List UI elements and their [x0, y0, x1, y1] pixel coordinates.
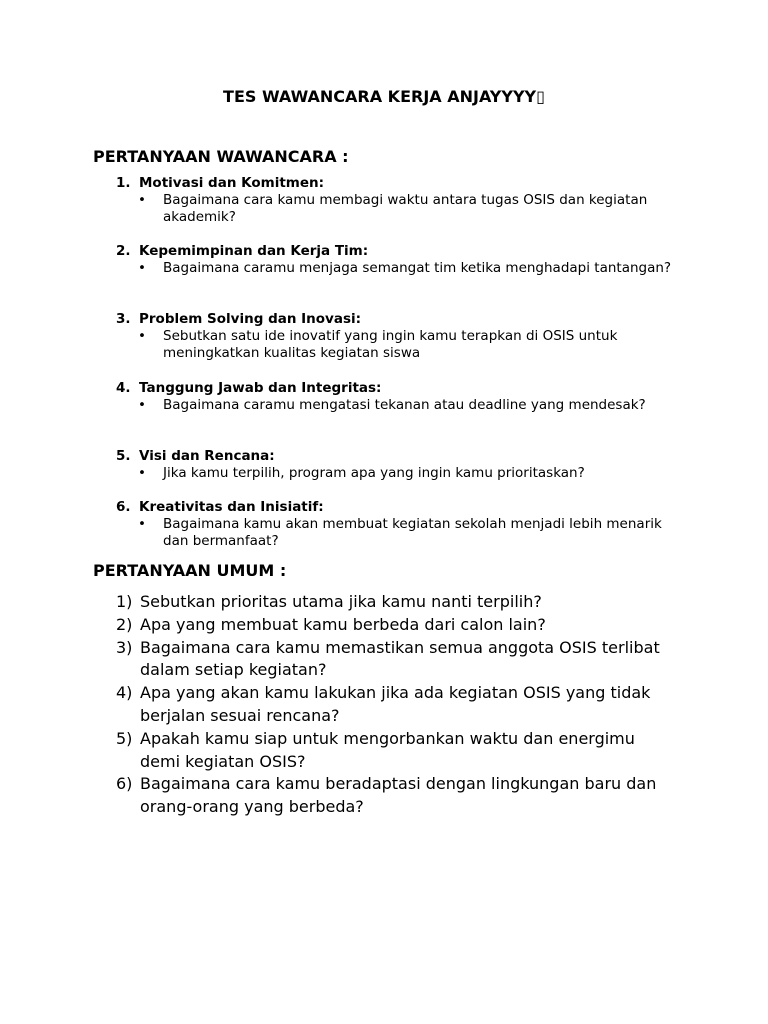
document-title: TES WAWANCARA KERJA ANJAYYYY▯ [223, 87, 545, 106]
list-item-number: 3) [116, 637, 133, 657]
bullet-icon: • [138, 516, 146, 532]
bullet-icon: • [138, 260, 146, 276]
question-bullet [116, 397, 676, 414]
question-block [116, 448, 676, 482]
question-number: 2. [116, 243, 131, 259]
question-title [116, 499, 676, 516]
question-title [116, 448, 676, 465]
question-block [116, 243, 676, 277]
general-question-list [116, 591, 676, 819]
question-title-text: Kepemimpinan dan Kerja Tim: [139, 243, 369, 259]
question-title [116, 380, 676, 397]
list-item-number: 6) [116, 774, 133, 794]
list-item [116, 637, 676, 683]
question-number: 1. [116, 175, 131, 191]
question-number: 5. [116, 448, 131, 464]
list-item-text: Sebutkan prioritas utama jika kamu nanti terpilih? [140, 592, 542, 611]
list-item-number: 4) [116, 683, 133, 703]
list-item-text: Apa yang akan kamu lakukan jika ada kegiatan OSIS yang tidak berjalan sesuai rencana? [140, 683, 651, 725]
list-item-text: Apa yang membuat kamu berbeda dari calon lain? [140, 614, 546, 634]
list-item-text: Bagaimana cara kamu beradaptasi dengan lingkungan baru dan orang-orang yang berbeda? [140, 774, 657, 817]
question-block [116, 380, 676, 414]
question-bullet [116, 192, 676, 226]
list-item [116, 773, 676, 819]
question-block [116, 311, 676, 362]
question-number: 6. [116, 499, 131, 515]
bullet-icon: • [138, 397, 146, 413]
list-item-text: Bagaimana cara kamu memastikan semua anggota OSIS terlibat dalam setiap kegiatan? [140, 637, 660, 680]
question-block [116, 499, 676, 550]
question-bullet [116, 516, 676, 550]
question-title [116, 243, 676, 260]
question-bullet-text: Sebutkan satu ide inovatif yang ingin kamu terapkan di OSIS untuk meningkatkan kualitas kegiatan siswa [163, 328, 618, 361]
bullet-icon: • [138, 192, 146, 208]
question-title-text: Tanggung Jawab dan Integritas: [139, 380, 382, 396]
question-title-text: Problem Solving dan Inovasi: [139, 311, 362, 327]
question-bullet-text: Bagaimana caramu mengatasi tekanan atau deadline yang mendesak? [163, 397, 646, 413]
list-item [116, 591, 676, 614]
question-title [116, 175, 676, 192]
bullet-icon: • [138, 465, 146, 481]
list-item-text: Apakah kamu siap untuk mengorbankan waktu dan energimu demi kegiatan OSIS? [140, 728, 635, 771]
question-title [116, 311, 676, 328]
question-title-text: Visi dan Rencana: [139, 448, 275, 464]
question-title-text: Motivasi dan Komitmen: [139, 175, 325, 191]
list-item [116, 728, 676, 774]
section-heading-interview: PERTANYAAN WAWANCARA : [93, 147, 349, 166]
question-title-text: Kreativitas dan Inisiatif: [139, 499, 324, 515]
section-heading-general: PERTANYAAN UMUM : [93, 561, 287, 580]
list-item-number: 5) [116, 728, 133, 748]
question-bullet [116, 465, 676, 482]
list-item [116, 682, 676, 728]
list-item-number: 1) [116, 592, 133, 611]
question-number: 4. [116, 380, 131, 396]
question-bullet-text: Bagaimana kamu akan membuat kegiatan sekolah menjadi lebih menarik dan bermanfaat? [163, 516, 662, 549]
question-bullet [116, 328, 676, 362]
question-bullet-text: Jika kamu terpilih, program apa yang ingin kamu prioritaskan? [163, 465, 585, 481]
list-item [116, 614, 676, 637]
question-block [116, 175, 676, 226]
list-item-number: 2) [116, 614, 133, 634]
bullet-icon: • [138, 328, 146, 344]
question-number: 3. [116, 311, 131, 327]
question-bullet [116, 260, 676, 277]
question-bullet-text: Bagaimana cara kamu membagi waktu antara tugas OSIS dan kegiatan akademik? [163, 192, 648, 225]
question-bullet-text: Bagaimana caramu menjaga semangat tim ketika menghadapi tantangan? [163, 260, 672, 276]
